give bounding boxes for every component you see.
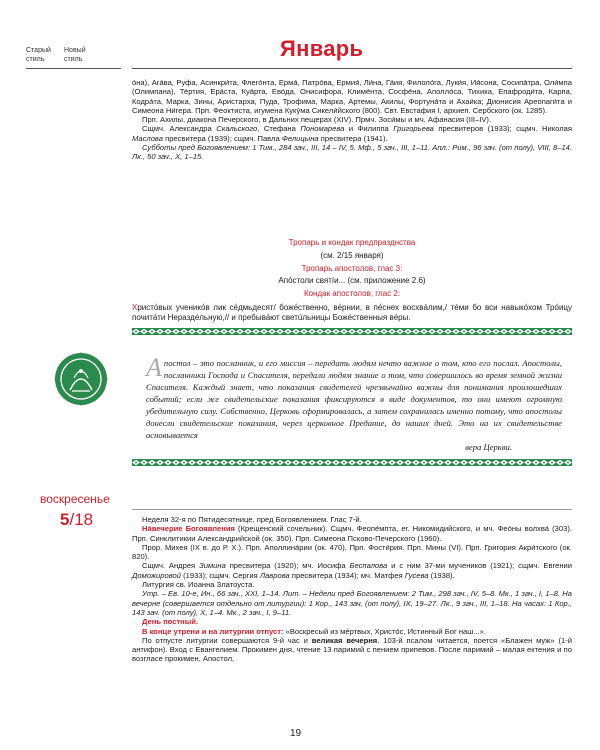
hymn-title: Тропарь апостолов, глас 3:	[301, 264, 403, 273]
liturgy-line: Литургия св. Иоанна Златоуста.	[142, 580, 255, 590]
commemoration-block	[132, 78, 572, 162]
kontakion-text	[132, 303, 572, 324]
emblem-medallion	[50, 348, 112, 410]
feast-paragraph: На́вечерие Богоявления (Крещенский сочельник). Сщмч. Феопе́мпта, ег. Никомидийского, и мч. Фео́ны волхва́ (303). Прп. Синклитикии Александрийской (ок. 350). Прп. Симеона Псково-Печерского (1960).	[132, 524, 572, 543]
hymn-reference: (см. 2/15 января)	[320, 250, 384, 260]
hymn-title: Кондак апостолов, глас 2:	[303, 289, 401, 298]
page-number: 19	[290, 728, 302, 739]
hymn-title: Тропарь и кондак предпразднства	[288, 238, 416, 247]
month-title: Январь	[280, 36, 364, 61]
sunday-line: Неделя 32-я по Пятидесятнице, пред Богоявлением. Глас 7-й.	[142, 515, 362, 524]
new-style-date: /18	[69, 510, 94, 529]
hymns-block	[132, 238, 572, 323]
new-martyrs-paragraph: Сщмч. Александра Скальского, Стефана Пономарева и Филиппа Григорьева пресвитеров (1933); сщмч. Николая Маслова пресвитера (1939); сщмч. Павла Фелицына пресвитера (1941).	[132, 124, 572, 143]
dismissal-paragraph: В конце утрени и на литургии отпуст: «Воскресый из мéртвых, Христо́с, Истинный Бог наш...».	[142, 626, 487, 636]
fast-day-line: День постный.	[142, 617, 199, 627]
new-martyrs-paragraph: Сщмч. Андрея Зимина пресвитера (1920); мч. Иосифа Беспалова и с ним 37-ми мучеников (1921); сщмч. Евгении Доможировой (1933); сщмч. Сергия Лаврова пресвитера (1934); мч. Матфея Гусева (1938).	[132, 561, 573, 580]
day-weekday: воскресенье	[40, 492, 110, 506]
vespers-paragraph: По отпусте литургии совершаются 9-й час и великая вечерня. 103-й псалом читается, поется «Блажен муж» (1-й антифон). Вход с Евангелием. Прокимен дня, чтение 13 паримий с пением припевов. После паримий – малая ектения и по возгласе прокимен, Апостол,	[132, 635, 572, 664]
quote-initial: А	[146, 353, 162, 382]
day-block	[132, 515, 572, 664]
commemoration-paragraph: Прп. Ахилы, диакона Печерского, в Дальних пещерах (XIV). Прмч. Зоси́мы и мч. Афанасия (III–IV).	[142, 115, 492, 125]
kontakion-body: ристо́вых ученико́в лик се́дмьдесят/ боже́ственно, ве́рнии, в пе́снех восхвáлим,/ тéми бо вси навыко́хом Тро́ицу почита́ти Нераздéльную,// и пребыва́ют светúльницы Божéственныя вéры.	[132, 302, 572, 322]
saints-paragraph: Прор. Михея (IX в. до Р. Х.). Прп. Аполлина́рии (ок. 470). Прп. Фости́рия. Прп. Мины (VI). Прп. Григория Акри́тского (ок. 820).	[132, 542, 572, 562]
ornament-border-top	[132, 328, 572, 335]
old-style-date: 5	[60, 510, 70, 529]
quote-ending: вера Церкви.	[465, 442, 512, 452]
apostle-quote	[146, 353, 562, 453]
readings-paragraph: Утр. – Ев. 10-е, Ин., 66 зач., XXI, 1–14. Лит. – Недели пред Богоявлением: 2 Тим., 298 зач., IV, 5–8. Мк., 1 зач., I, 1–8. На вечерне (совершается отдельно от литургии): 1 Кор., 143 зач. (от полу), IX, 19–27. Лк., 9 зач., III, 1–18. На часах: 1 Кор., 143 зач. (от полу), X, 1–4. Мк., 2 зач., I, 9–11.	[132, 589, 572, 617]
day-date	[60, 510, 93, 530]
new-style-label: Новый стиль	[64, 47, 86, 63]
ornament-border-bottom	[132, 459, 572, 466]
quote-text: постол – это посланник, и его миссия – передать людям нечто важное о том, кто его послал. Апостолы, посланники Господа и Спасителя, передали людям знание о том, что совершилось во время земной жизни Спасителя. Каждый знает, что показания свидетелей чрезвычайно важны для понимания произошедших событий; если же свидетельские показания фиксируются в виде документов, то они имеют огромную убедительную силу. Собственно, Церковь сформировалась, а затем сохранилась именно потому, что апостолы донесли свидетельские показания, через церковное Предание, до наших дней. Это на их свидетельстве основывается	[146, 358, 562, 440]
header-rule-left	[26, 68, 121, 69]
hymn-reference: Апо́столи святíи... (см. приложение 2.6)	[278, 275, 426, 285]
readings-paragraph: Субботы пред Богоявлением: 1 Тим., 284 зач., III, 14 – IV, 5. Мф., 5 зач., III, 1–11. Апл.: Рим., 96 зач. (от полу), VIII, 8–14. Лк., 50 зач., X, 1–15.	[132, 143, 572, 162]
kontakion-initial: Х	[132, 302, 138, 312]
header-rule-right	[132, 68, 572, 69]
commemoration-paragraph: о́на), Ага́ва, Руфа, Асинкри́та, Флего́нта, Ерма́, Патро́ва, Ермия́, Ли́на, Га́ия, Филоло́га, Луки́я, Ия́сона, Сосипа́тра, Оли́мпа (Олимпана), Те́ртия, Ера́ста, Куа́рта, Ево́да, Онисифора, Климе́нта, Сосфе́на, Аполло́са, Тихика, Епафроди́та, Карпа, Кодра́та, Марка, Зины, Аристарха, Пуда, Трофима, Марка, Артемы, Акилы, Фортуна́та и Ахаи́ка; Дионисия Ареопаги́та и Симеона Ни́гера. Прп. Феоктиста, игумена Куку́ма Сикели́йского (800). Свт. Евстафия I, архиеп. Сербского (ок. 1285).	[132, 78, 572, 115]
day-rule	[132, 509, 572, 510]
old-style-label: Старый стиль	[26, 47, 51, 63]
